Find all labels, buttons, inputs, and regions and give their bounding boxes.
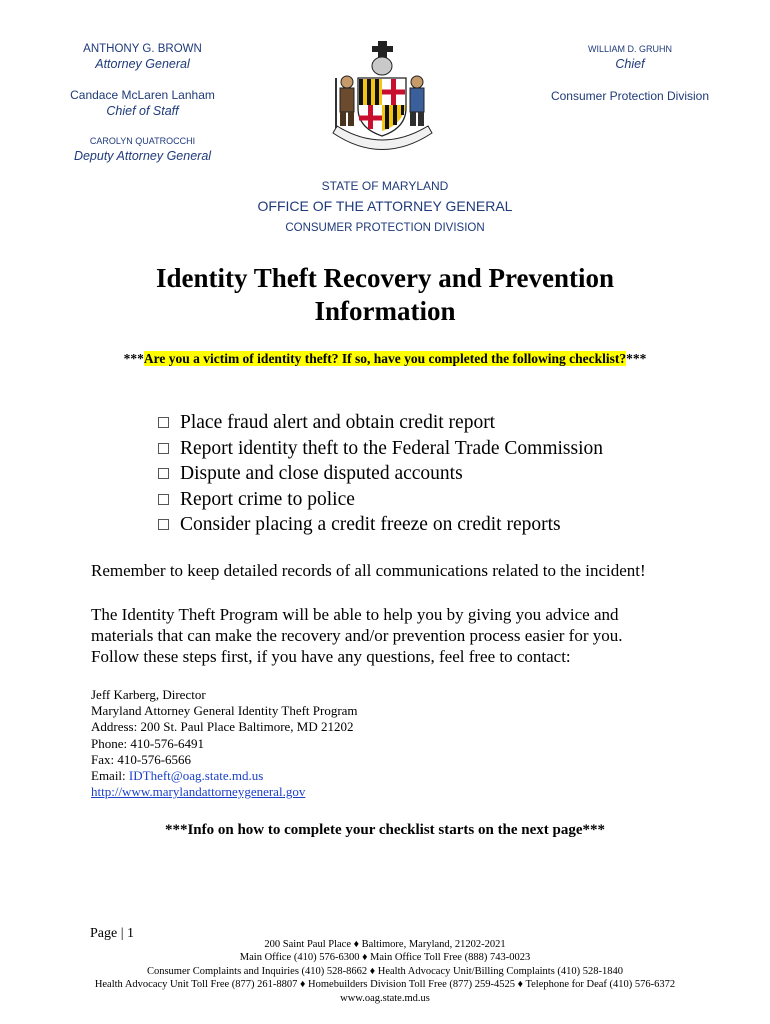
state-name: STATE OF MARYLAND bbox=[321, 179, 449, 193]
program-paragraph bbox=[91, 604, 691, 667]
maryland-seal-icon bbox=[325, 38, 440, 158]
contact-phone: Phone: 410-576-6491 bbox=[91, 735, 205, 751]
contact-address: Address: 200 St. Paul Place Baltimore, MD 21202 bbox=[91, 719, 354, 735]
header-left bbox=[60, 42, 225, 164]
checkbox[interactable] bbox=[158, 468, 169, 479]
division-heading: CONSUMER PROTECTION DIVISION bbox=[285, 222, 485, 234]
program-paragraph-line: materials that can make the recovery and/or prevention process easier for you. bbox=[91, 626, 623, 645]
division-name: Consumer Protection Division bbox=[550, 89, 710, 103]
checklist-item-label: Dispute and close disputed accounts bbox=[180, 463, 463, 484]
website-link[interactable]: http://www.marylandattorneygeneral.gov bbox=[91, 784, 306, 800]
office-heading bbox=[0, 178, 770, 237]
footer-line: Health Advocacy Unit Toll Free (877) 261-8807 ♦ Homebuilders Division Toll Free (877) 259-4525 ♦ Telephone for Deaf (410) 576-6372 bbox=[94, 979, 676, 991]
question-prefix: *** bbox=[123, 351, 144, 366]
page-number: Page | 1 bbox=[90, 926, 135, 941]
checkbox[interactable] bbox=[158, 417, 169, 428]
contact-fax: Fax: 410-576-6566 bbox=[91, 751, 192, 767]
checklist-question bbox=[0, 351, 770, 367]
checkbox[interactable] bbox=[158, 519, 169, 530]
page-title-line-2: Information bbox=[314, 296, 456, 326]
checklist-item-label: Report identity theft to the Federal Trade Commission bbox=[180, 437, 604, 459]
office-name: OFFICE OF THE ATTORNEY GENERAL bbox=[257, 198, 513, 214]
checklist-item[interactable] bbox=[158, 461, 603, 487]
checklist-item-label: Consider placing a credit freeze on credit reports bbox=[180, 514, 561, 535]
checkbox[interactable] bbox=[158, 494, 169, 505]
page-title-line-1: Identity Theft Recovery and Prevention bbox=[156, 263, 614, 293]
division-chief-name: WILLIAM D. GRUHN bbox=[587, 44, 672, 54]
checklist bbox=[158, 410, 603, 538]
footer-line: Consumer Complaints and Inquiries (410) 528-8662 ♦ Health Advocacy Unit/Billing Complaints (410) 528-1840 bbox=[146, 965, 624, 977]
chief-of-staff-title: Chief of Staff bbox=[106, 104, 179, 118]
footer bbox=[0, 938, 770, 1005]
email-label: Email: bbox=[91, 768, 129, 784]
page-title bbox=[0, 262, 770, 328]
chief-of-staff-name: Candace McLaren Lanham bbox=[70, 88, 215, 102]
header-right bbox=[545, 42, 715, 104]
deputy-ag-name: CAROLYN QUATROCCHI bbox=[89, 136, 196, 146]
program-paragraph-line: Follow these steps first, if you have any questions, feel free to contact: bbox=[91, 647, 571, 666]
division-chief-title: Chief bbox=[615, 57, 645, 71]
question-suffix: *** bbox=[626, 351, 647, 366]
checklist-item[interactable] bbox=[158, 436, 603, 462]
question-text: Are you a victim of identity theft? If so, have you completed the following checklist? bbox=[143, 351, 627, 366]
program-paragraph-line: The Identity Theft Program will be able to help you by giving you advice and bbox=[91, 605, 619, 624]
contact-program: Maryland Attorney General Identity Theft Program bbox=[91, 703, 358, 719]
ag-name: ANTHONY G. BROWN bbox=[83, 43, 202, 55]
ag-title: Attorney General bbox=[95, 57, 190, 71]
footer-line: 200 Saint Paul Place ♦ Baltimore, Maryland, 21202-2021 bbox=[264, 939, 506, 950]
contact-email-row bbox=[91, 768, 358, 784]
next-page-note: ***Info on how to complete your checklist starts on the next page*** bbox=[164, 822, 606, 838]
checkbox[interactable] bbox=[158, 443, 169, 454]
contact-block bbox=[91, 687, 358, 800]
checklist-item-label: Report crime to police bbox=[180, 488, 355, 510]
deputy-ag-title: Deputy Attorney General bbox=[73, 149, 212, 163]
footer-line: Main Office (410) 576-6300 ♦ Main Office Toll Free (888) 743-0023 bbox=[239, 952, 531, 964]
checklist-item-label: Place fraud alert and obtain credit report bbox=[180, 412, 496, 433]
email-link[interactable]: IDTheft@oag.state.md.us bbox=[128, 768, 264, 784]
checklist-item[interactable] bbox=[158, 487, 603, 513]
contact-name: Jeff Karberg, Director bbox=[91, 687, 206, 702]
reminder-text: Remember to keep detailed records of all communications related to the incident! bbox=[91, 561, 646, 580]
footer-line: www.oag.state.md.us bbox=[340, 992, 430, 1004]
checklist-item[interactable] bbox=[158, 410, 603, 436]
checklist-item[interactable] bbox=[158, 512, 603, 538]
